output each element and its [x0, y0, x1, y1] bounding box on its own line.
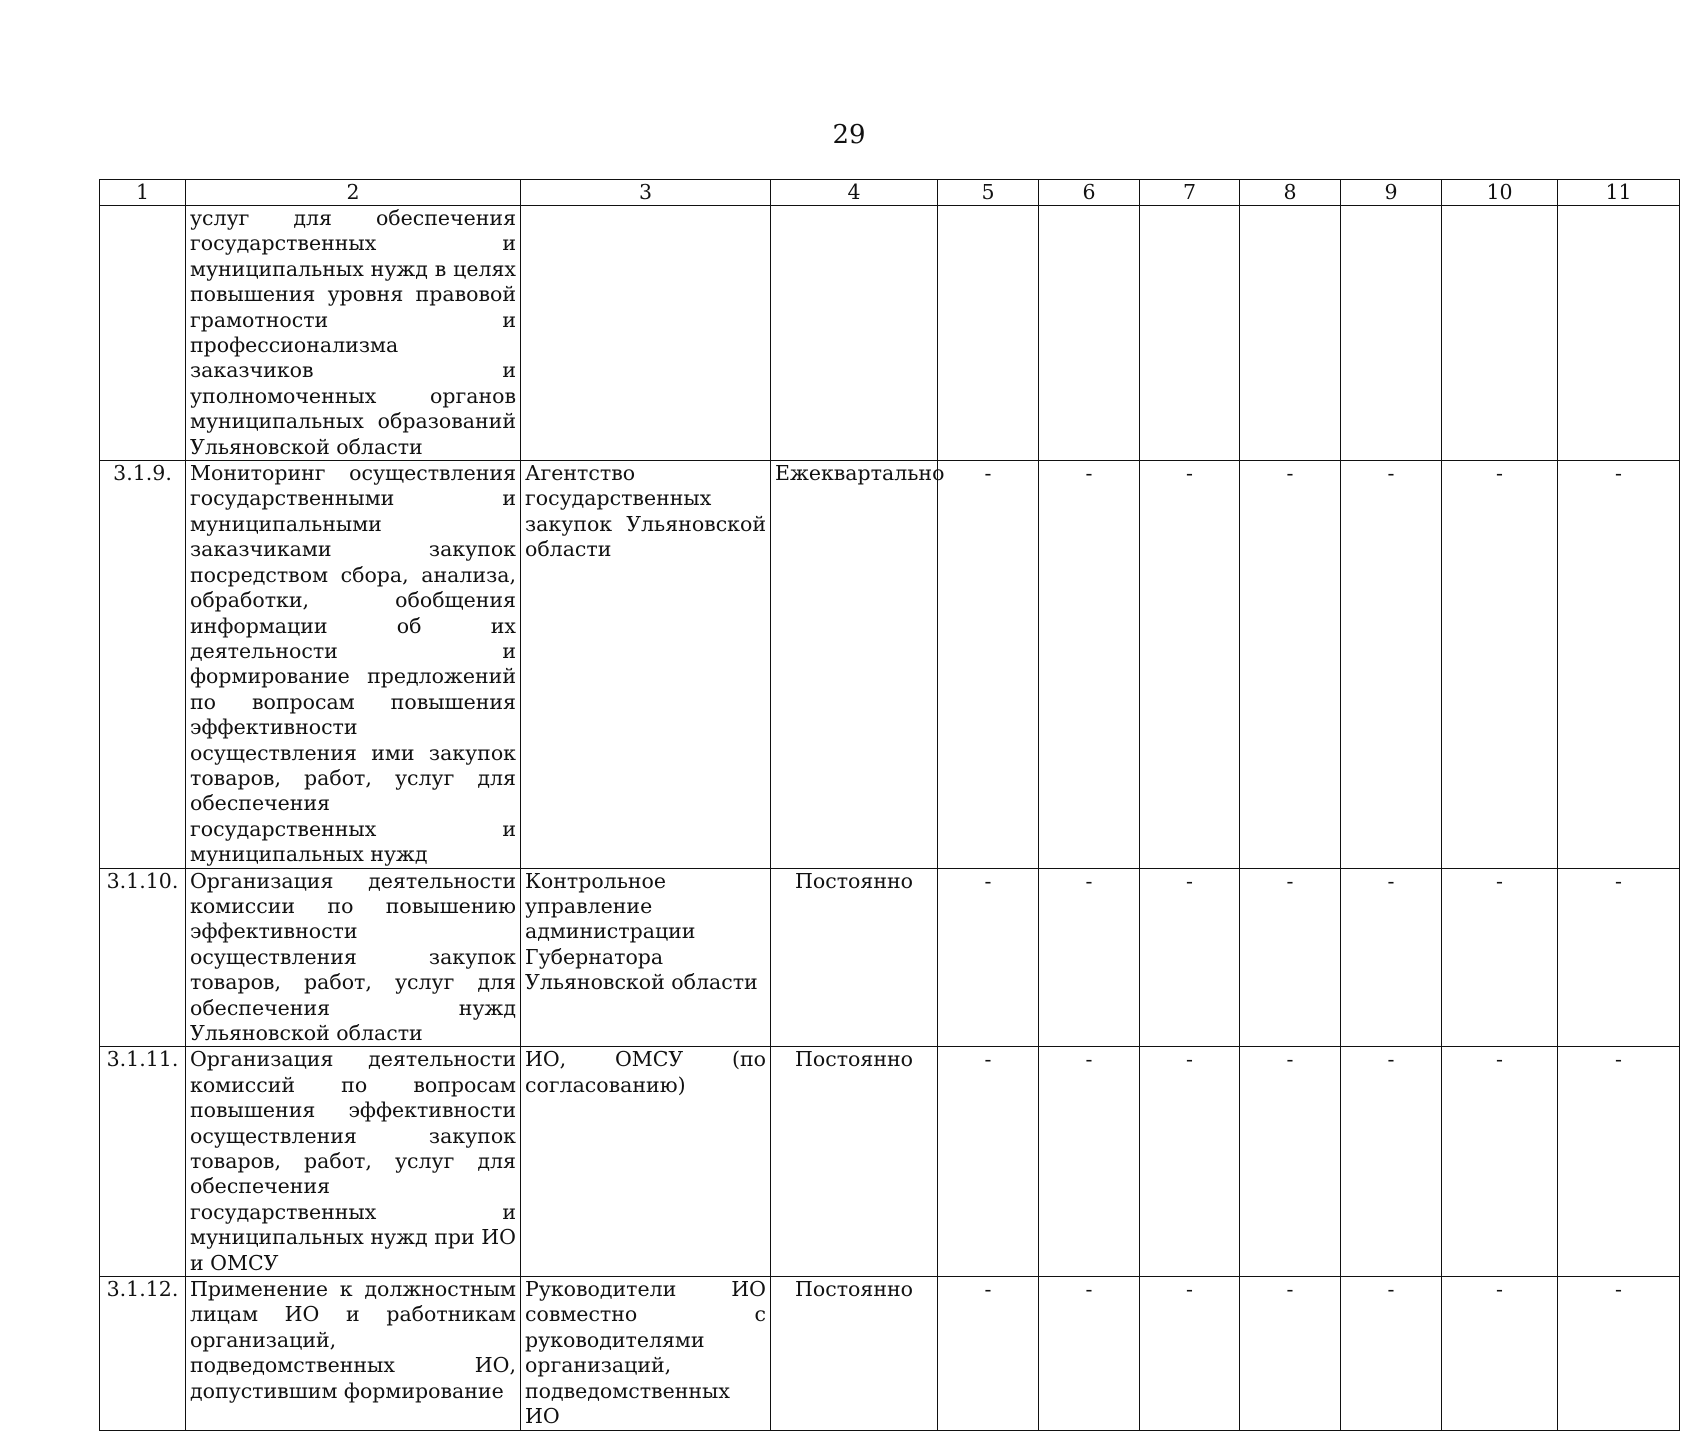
column-header: 3	[521, 180, 771, 206]
measure-description: услуг для обеспечения государственных и муниципальных нужд в целях повышения уровня правовой грамотности и профессионализма заказчиков и уполномоченных органов муниципальных образований Ульяновской области	[186, 206, 521, 461]
value-cell: -	[1240, 461, 1341, 869]
column-header: 6	[1039, 180, 1140, 206]
value-cell	[1558, 206, 1680, 461]
table-row	[100, 1277, 1680, 1430]
measures-table	[99, 179, 1680, 1431]
value-cell: -	[1341, 868, 1442, 1047]
measure-executor: Руководители ИО совместно с руководителями организаций, подведомственных ИО	[521, 1277, 771, 1430]
value-cell: -	[1140, 1047, 1240, 1277]
value-cell: -	[1039, 868, 1140, 1047]
column-header: 10	[1442, 180, 1558, 206]
value-cell: -	[1558, 461, 1680, 869]
column-header: 7	[1140, 180, 1240, 206]
value-cell: -	[1240, 1277, 1341, 1430]
value-cell	[938, 206, 1039, 461]
value-cell: -	[1442, 1047, 1558, 1277]
column-number-row	[100, 180, 1680, 206]
value-cell	[1039, 206, 1140, 461]
value-cell: -	[1558, 868, 1680, 1047]
column-header: 9	[1341, 180, 1442, 206]
row-number: 3.1.10.	[100, 868, 186, 1047]
value-cell: -	[1442, 461, 1558, 869]
column-header: 4	[771, 180, 938, 206]
value-cell: -	[1140, 461, 1240, 869]
row-number	[100, 206, 186, 461]
value-cell	[1140, 206, 1240, 461]
value-cell: -	[1140, 868, 1240, 1047]
value-cell: -	[1039, 461, 1140, 869]
measure-description: Мониторинг осуществления государственными и муниципальными заказчиками закупок посредством сбора, анализа, обработки, обобщения информации об их деятельности и формирование предложений по вопросам повышения эффективности осуществления ими закупок товаров, работ, услуг для обеспечения государственных и муниципальных нужд	[186, 461, 521, 869]
column-header: 11	[1558, 180, 1680, 206]
value-cell	[1442, 206, 1558, 461]
value-cell: -	[938, 1047, 1039, 1277]
value-cell: -	[1140, 1277, 1240, 1430]
measure-executor: Агентство государственных закупок Ульяновской области	[521, 461, 771, 869]
measure-period: Постоянно	[771, 868, 938, 1047]
value-cell: -	[1442, 1277, 1558, 1430]
value-cell: -	[938, 868, 1039, 1047]
column-header: 2	[186, 180, 521, 206]
value-cell: -	[1240, 868, 1341, 1047]
value-cell: -	[1558, 1047, 1680, 1277]
value-cell: -	[1039, 1047, 1140, 1277]
measure-description: Организация деятельности комиссий по вопросам повышения эффективности осуществления закупок товаров, работ, услуг для обеспечения государственных и муниципальных нужд при ИО и ОМСУ	[186, 1047, 521, 1277]
value-cell: -	[1442, 868, 1558, 1047]
measure-executor: ИО, ОМСУ (по согласованию)	[521, 1047, 771, 1277]
table-row	[100, 1047, 1680, 1277]
column-header: 1	[100, 180, 186, 206]
value-cell: -	[1341, 1277, 1442, 1430]
row-number: 3.1.12.	[100, 1277, 186, 1430]
row-number: 3.1.9.	[100, 461, 186, 869]
table-row	[100, 461, 1680, 869]
table-row	[100, 206, 1680, 461]
value-cell	[1240, 206, 1341, 461]
measure-period	[771, 206, 938, 461]
column-header: 5	[938, 180, 1039, 206]
value-cell	[1341, 206, 1442, 461]
value-cell: -	[1039, 1277, 1140, 1430]
page-number: 29	[832, 120, 866, 150]
value-cell: -	[1240, 1047, 1341, 1277]
table-row	[100, 868, 1680, 1047]
value-cell: -	[938, 1277, 1039, 1430]
measure-executor	[521, 206, 771, 461]
value-cell: -	[1341, 461, 1442, 869]
measure-period: Ежеквартально	[771, 461, 938, 869]
column-header: 8	[1240, 180, 1341, 206]
measure-period: Постоянно	[771, 1047, 938, 1277]
measure-description: Применение к должностным лицам ИО и работникам организаций, подведомственных ИО, допустившим формирование	[186, 1277, 521, 1430]
value-cell: -	[1558, 1277, 1680, 1430]
measure-period: Постоянно	[771, 1277, 938, 1430]
row-number: 3.1.11.	[100, 1047, 186, 1277]
value-cell: -	[1341, 1047, 1442, 1277]
measure-executor: Контрольное управление администрации Губернатора Ульяновской области	[521, 868, 771, 1047]
measure-description: Организация деятельности комиссии по повышению эффективности осуществления закупок товаров, работ, услуг для обеспечения нужд Ульяновской области	[186, 868, 521, 1047]
value-cell: -	[938, 461, 1039, 869]
